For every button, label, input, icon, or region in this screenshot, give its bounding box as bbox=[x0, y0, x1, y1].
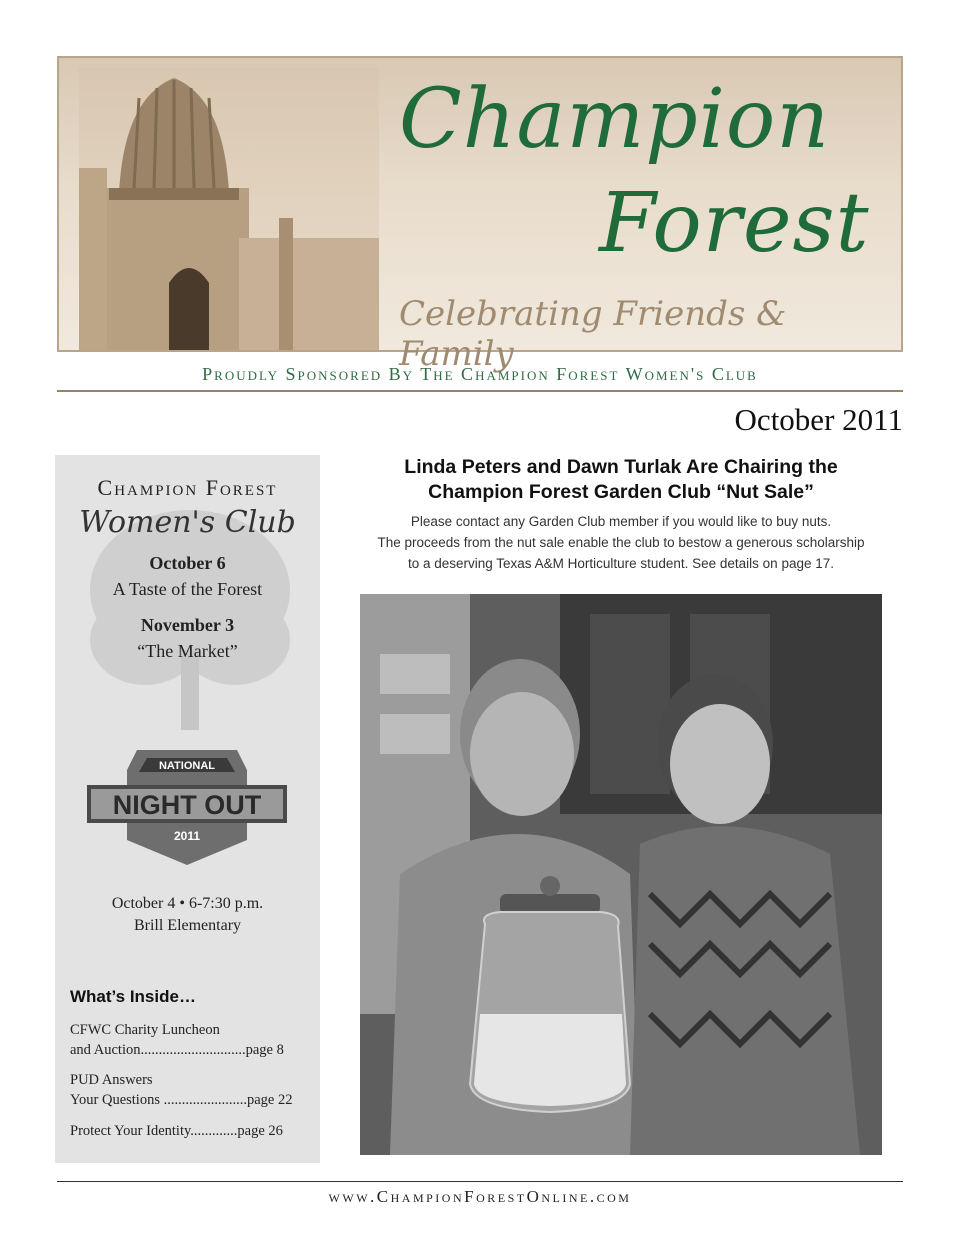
event-2-name: “The Market” bbox=[137, 641, 238, 661]
article-blurb bbox=[356, 511, 886, 574]
masthead-title-champion: Champion bbox=[399, 72, 831, 167]
gatehouse-tower-illustration bbox=[79, 68, 379, 350]
toc-item-3: Protect Your Identity.............page 26 bbox=[70, 1123, 283, 1139]
badge-year-text: 2011 bbox=[173, 829, 201, 843]
event-2-date: November 3 bbox=[140, 615, 235, 635]
article-headline bbox=[360, 455, 882, 505]
masthead-title-forest: Forest bbox=[599, 176, 870, 271]
blurb-line-1: Please contact any Garden Club member if you would like to buy nuts. bbox=[410, 514, 832, 529]
article-photo bbox=[360, 594, 882, 1155]
headline-line-2: Champion Forest Garden Club “Nut Sale” bbox=[428, 481, 814, 503]
headline-line-1: Linda Peters and Dawn Turlak Are Chairing the bbox=[404, 456, 838, 478]
event-1-name: A Taste of the Forest bbox=[112, 579, 263, 599]
blurb-line-3: to a deserving Texas A&M Horticulture student. See details on page 17. bbox=[407, 556, 834, 571]
masthead-tagline: Celebrating Friends & Family bbox=[399, 294, 787, 374]
toc-item-2-line2: Your Questions .......................page 22 bbox=[70, 1092, 293, 1108]
toc-item-2-line1: PUD Answers bbox=[70, 1072, 153, 1088]
event-1-date: October 6 bbox=[149, 553, 226, 573]
badge-top-text: NATIONAL bbox=[158, 760, 216, 772]
issue-date: October 2011 bbox=[734, 402, 903, 437]
night-out-when: October 4 • 6-7:30 p.m. bbox=[111, 895, 264, 912]
divider bbox=[57, 390, 903, 392]
whats-inside-title: What’s Inside… bbox=[70, 987, 196, 1006]
sidebar bbox=[55, 455, 320, 1163]
toc-item-1-line1: CFWC Charity Luncheon bbox=[70, 1022, 220, 1038]
sponsor-line: Proudly Sponsored By The Champion Forest Women's Club bbox=[202, 364, 758, 384]
club-name: Champion Forest bbox=[97, 475, 278, 500]
toc-item-1-line2: and Auction.............................page 8 bbox=[70, 1042, 284, 1058]
blurb-line-2: The proceeds from the nut sale enable the club to bestow a generous scholarship bbox=[377, 535, 865, 550]
night-out-where: Brill Elementary bbox=[133, 917, 242, 934]
club-script-title: Women's Club bbox=[79, 505, 296, 540]
badge-main-text: NIGHT OUT bbox=[112, 790, 262, 820]
two-women-with-jar-photo bbox=[360, 594, 882, 1155]
footer-website: www.ChampionForestOnline.com bbox=[328, 1187, 632, 1206]
national-night-out-logo bbox=[77, 740, 297, 870]
footer-divider bbox=[57, 1181, 903, 1182]
